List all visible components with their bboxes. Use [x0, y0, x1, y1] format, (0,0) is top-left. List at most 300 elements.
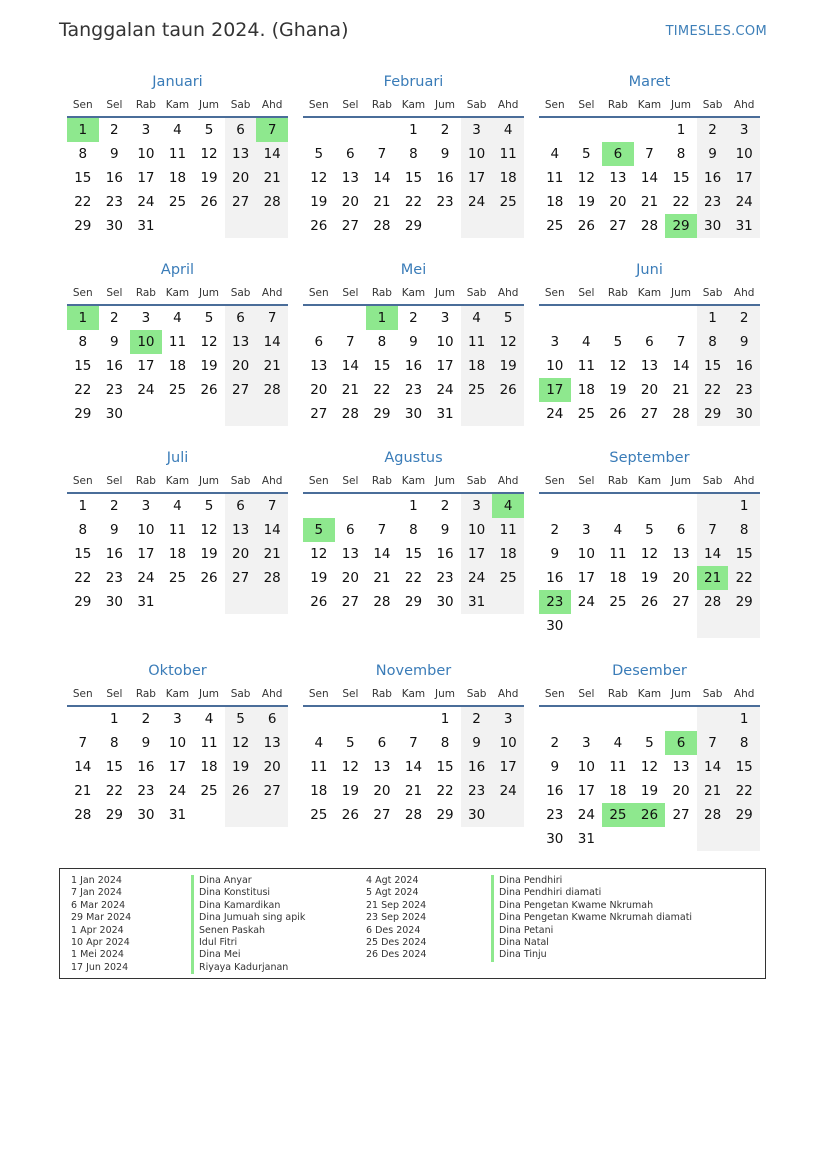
day-cell[interactable]: 9	[440, 146, 450, 162]
day-cell[interactable]: 17	[137, 546, 155, 562]
day-cell[interactable]: 16	[105, 358, 123, 374]
day-cell[interactable]: 8	[409, 146, 418, 162]
day-cell[interactable]: 22	[728, 779, 760, 803]
day-cell[interactable]: 1	[697, 306, 729, 330]
day-cell[interactable]: 28	[256, 566, 288, 590]
day-cell[interactable]: 6	[225, 494, 257, 518]
day-cell[interactable]: 7	[377, 522, 387, 538]
day-cell[interactable]: 16	[105, 546, 123, 562]
day-cell[interactable]: 26	[609, 406, 627, 422]
day-cell[interactable]: 7	[78, 735, 88, 751]
day-cell[interactable]: 13	[672, 759, 690, 775]
day-cell[interactable]: 11	[609, 759, 627, 775]
day-cell[interactable]: 29	[373, 406, 391, 422]
day-cell[interactable]: 14	[640, 170, 659, 186]
day-cell[interactable]: 17	[728, 166, 760, 190]
day-cell[interactable]: 10	[461, 142, 493, 166]
day-cell[interactable]: 31	[728, 214, 760, 238]
day-cell[interactable]: 20	[609, 194, 627, 210]
day-cell[interactable]: 9	[697, 142, 729, 166]
day-cell[interactable]: 3	[461, 118, 493, 142]
day-cell[interactable]: 21	[373, 194, 391, 210]
day-cell[interactable]: 14	[341, 358, 359, 374]
day-cell[interactable]: 14	[373, 170, 391, 186]
day-cell[interactable]: 3	[582, 735, 591, 751]
day-cell[interactable]: 22	[404, 570, 423, 586]
day-cell[interactable]: 29	[728, 590, 760, 614]
day-cell[interactable]: 31	[137, 594, 155, 610]
day-cell[interactable]: 20	[341, 194, 359, 210]
day-cell[interactable]: 13	[640, 358, 659, 374]
day-cell[interactable]: 17	[577, 783, 595, 799]
day-cell[interactable]: 24	[137, 382, 155, 398]
day-cell[interactable]: 22	[74, 194, 92, 210]
day-cell[interactable]: 15	[74, 170, 92, 186]
day-cell[interactable]: 8	[377, 334, 387, 350]
day-cell[interactable]: 22	[697, 378, 729, 402]
day-cell[interactable]: 28	[404, 807, 423, 823]
day-cell[interactable]: 23	[697, 190, 729, 214]
day-cell[interactable]: 11	[168, 522, 187, 538]
day-cell[interactable]: 3	[141, 310, 151, 326]
day-cell[interactable]: 8	[440, 735, 450, 751]
day-cell[interactable]: 20	[373, 783, 391, 799]
day-cell[interactable]: 10	[577, 546, 595, 562]
day-cell[interactable]: 1	[78, 498, 88, 514]
day-cell[interactable]: 17	[137, 358, 155, 374]
day-cell[interactable]: 8	[78, 146, 88, 162]
day-cell[interactable]: 27	[225, 190, 257, 214]
day-cell[interactable]: 14	[404, 759, 423, 775]
day-cell[interactable]: 7	[256, 494, 288, 518]
day-cell[interactable]: 11	[461, 330, 493, 354]
day-cell[interactable]: 16	[436, 170, 454, 186]
day-cell[interactable]: 14	[697, 755, 729, 779]
day-cell[interactable]: 25	[310, 807, 328, 823]
day-cell[interactable]: 12	[341, 759, 359, 775]
day-cell[interactable]: 16	[546, 783, 564, 799]
day-cell[interactable]: 6	[676, 522, 686, 538]
day-cell[interactable]: 25	[168, 382, 187, 398]
day-cell[interactable]: 4	[492, 118, 524, 142]
day-cell[interactable]: 7	[697, 518, 729, 542]
day-cell[interactable]: 5	[613, 334, 623, 350]
day-cell[interactable]: 19	[310, 194, 328, 210]
day-cell[interactable]: 23	[105, 382, 123, 398]
day-cell[interactable]: 24	[546, 406, 564, 422]
day-cell[interactable]: 1	[409, 498, 418, 514]
day-cell[interactable]: 26	[310, 218, 328, 234]
day-cell[interactable]: 18	[168, 546, 187, 562]
day-cell[interactable]: 4	[550, 146, 560, 162]
day-cell[interactable]: 19	[200, 170, 218, 186]
day-cell[interactable]: 1	[67, 118, 99, 142]
day-cell[interactable]: 15	[373, 358, 391, 374]
day-cell[interactable]: 21	[373, 570, 391, 586]
day-cell[interactable]: 9	[550, 546, 560, 562]
day-cell[interactable]: 23	[404, 382, 423, 398]
day-cell[interactable]: 28	[256, 378, 288, 402]
day-cell[interactable]: 13	[341, 546, 359, 562]
day-cell[interactable]: 8	[409, 522, 418, 538]
day-cell[interactable]: 19	[225, 755, 257, 779]
day-cell[interactable]: 30	[728, 402, 760, 426]
day-cell[interactable]: 9	[110, 522, 119, 538]
day-cell[interactable]: 15	[74, 358, 92, 374]
day-cell[interactable]: 31	[168, 807, 187, 823]
day-cell[interactable]: 13	[256, 731, 288, 755]
day-cell[interactable]: 24	[137, 194, 155, 210]
day-cell[interactable]: 18	[577, 382, 595, 398]
day-cell[interactable]: 10	[130, 330, 162, 354]
day-cell[interactable]: 25	[577, 406, 595, 422]
day-cell[interactable]: 26	[310, 594, 328, 610]
day-cell[interactable]: 28	[697, 590, 729, 614]
day-cell[interactable]: 13	[310, 358, 328, 374]
day-cell[interactable]: 12	[310, 170, 328, 186]
day-cell[interactable]: 28	[373, 218, 391, 234]
day-cell[interactable]: 18	[461, 354, 493, 378]
day-cell[interactable]: 19	[640, 783, 659, 799]
day-cell[interactable]: 9	[461, 731, 493, 755]
day-cell[interactable]: 22	[105, 783, 123, 799]
day-cell[interactable]: 15	[728, 542, 760, 566]
day-cell[interactable]: 15	[697, 354, 729, 378]
day-cell[interactable]: 7	[409, 735, 418, 751]
day-cell[interactable]: 29	[404, 594, 423, 610]
day-cell[interactable]: 16	[137, 759, 155, 775]
day-cell[interactable]: 12	[310, 546, 328, 562]
day-cell[interactable]: 18	[492, 542, 524, 566]
day-cell[interactable]: 10	[168, 735, 187, 751]
day-cell[interactable]: 21	[640, 194, 659, 210]
day-cell[interactable]: 30	[546, 831, 564, 847]
day-cell[interactable]: 20	[672, 783, 690, 799]
day-cell[interactable]: 18	[609, 570, 627, 586]
day-cell[interactable]: 20	[256, 755, 288, 779]
day-cell[interactable]: 3	[141, 498, 151, 514]
day-cell[interactable]: 22	[672, 194, 690, 210]
day-cell[interactable]: 3	[461, 494, 493, 518]
day-cell[interactable]: 10	[546, 358, 564, 374]
day-cell[interactable]: 17	[461, 542, 493, 566]
day-cell[interactable]: 15	[404, 170, 423, 186]
day-cell[interactable]: 20	[672, 570, 690, 586]
day-cell[interactable]: 3	[141, 122, 151, 138]
day-cell[interactable]: 17	[539, 378, 571, 402]
day-cell[interactable]: 30	[461, 803, 493, 827]
day-cell[interactable]: 29	[697, 402, 729, 426]
day-cell[interactable]: 23	[436, 570, 454, 586]
day-cell[interactable]: 24	[461, 190, 493, 214]
day-cell[interactable]: 2	[728, 306, 760, 330]
day-cell[interactable]: 12	[492, 330, 524, 354]
day-cell[interactable]: 5	[645, 522, 654, 538]
day-cell[interactable]: 26	[200, 382, 218, 398]
day-cell[interactable]: 11	[310, 759, 328, 775]
day-cell[interactable]: 22	[728, 566, 760, 590]
day-cell[interactable]: 2	[440, 122, 450, 138]
day-cell[interactable]: 2	[440, 498, 450, 514]
day-cell[interactable]: 4	[173, 122, 182, 138]
day-cell[interactable]: 26	[341, 807, 359, 823]
day-cell[interactable]: 27	[310, 406, 328, 422]
day-cell[interactable]: 26	[577, 218, 595, 234]
day-cell[interactable]: 8	[110, 735, 119, 751]
day-cell[interactable]: 24	[577, 594, 595, 610]
day-cell[interactable]: 15	[436, 759, 454, 775]
day-cell[interactable]: 10	[436, 334, 454, 350]
day-cell[interactable]: 4	[613, 735, 623, 751]
day-cell[interactable]: 11	[168, 334, 187, 350]
day-cell[interactable]: 11	[577, 358, 595, 374]
day-cell[interactable]: 1	[440, 711, 450, 727]
day-cell[interactable]: 23	[105, 570, 123, 586]
day-cell[interactable]: 11	[492, 142, 524, 166]
day-cell[interactable]: 19	[577, 194, 595, 210]
day-cell[interactable]: 23	[539, 590, 571, 614]
day-cell[interactable]: 25	[602, 803, 634, 827]
day-cell[interactable]: 1	[676, 122, 686, 138]
day-cell[interactable]: 6	[665, 731, 697, 755]
day-cell[interactable]: 17	[577, 570, 595, 586]
day-cell[interactable]: 3	[582, 522, 591, 538]
day-cell[interactable]: 21	[697, 566, 729, 590]
day-cell[interactable]: 24	[168, 783, 187, 799]
day-cell[interactable]: 4	[204, 711, 214, 727]
day-cell[interactable]: 29	[74, 218, 92, 234]
day-cell[interactable]: 16	[461, 755, 493, 779]
day-cell[interactable]: 11	[492, 518, 524, 542]
day-cell[interactable]: 28	[672, 406, 690, 422]
day-cell[interactable]: 12	[225, 731, 257, 755]
day-cell[interactable]: 18	[168, 358, 187, 374]
day-cell[interactable]: 26	[200, 570, 218, 586]
day-cell[interactable]: 19	[492, 354, 524, 378]
day-cell[interactable]: 27	[256, 779, 288, 803]
day-cell[interactable]: 2	[141, 711, 151, 727]
day-cell[interactable]: 2	[409, 310, 418, 326]
day-cell[interactable]: 9	[141, 735, 151, 751]
day-cell[interactable]: 2	[550, 735, 560, 751]
day-cell[interactable]: 27	[341, 594, 359, 610]
day-cell[interactable]: 24	[137, 570, 155, 586]
day-cell[interactable]: 15	[404, 546, 423, 562]
day-cell[interactable]: 21	[672, 382, 690, 398]
day-cell[interactable]: 13	[341, 170, 359, 186]
day-cell[interactable]: 21	[256, 166, 288, 190]
day-cell[interactable]: 24	[728, 190, 760, 214]
day-cell[interactable]: 15	[728, 755, 760, 779]
day-cell[interactable]: 7	[256, 306, 288, 330]
day-cell[interactable]: 18	[168, 170, 187, 186]
day-cell[interactable]: 17	[436, 358, 454, 374]
brand-link[interactable]: TIMESLES.COM	[665, 24, 767, 39]
day-cell[interactable]: 3	[492, 707, 524, 731]
day-cell[interactable]: 1	[409, 122, 418, 138]
day-cell[interactable]: 10	[728, 142, 760, 166]
day-cell[interactable]: 10	[461, 518, 493, 542]
day-cell[interactable]: 12	[200, 334, 218, 350]
day-cell[interactable]: 14	[74, 759, 92, 775]
day-cell[interactable]: 19	[310, 570, 328, 586]
day-cell[interactable]: 30	[105, 594, 123, 610]
day-cell[interactable]: 8	[728, 731, 760, 755]
day-cell[interactable]: 19	[609, 382, 627, 398]
day-cell[interactable]: 26	[492, 378, 524, 402]
day-cell[interactable]: 8	[78, 334, 88, 350]
day-cell[interactable]: 4	[613, 522, 623, 538]
day-cell[interactable]: 25	[492, 190, 524, 214]
day-cell[interactable]: 26	[200, 194, 218, 210]
day-cell[interactable]: 25	[168, 194, 187, 210]
day-cell[interactable]: 23	[461, 779, 493, 803]
day-cell[interactable]: 7	[645, 146, 654, 162]
day-cell[interactable]: 11	[546, 170, 564, 186]
day-cell[interactable]: 5	[225, 707, 257, 731]
day-cell[interactable]: 4	[173, 310, 182, 326]
day-cell[interactable]: 6	[377, 735, 387, 751]
day-cell[interactable]: 4	[461, 306, 493, 330]
day-cell[interactable]: 29	[436, 807, 454, 823]
day-cell[interactable]: 5	[582, 146, 591, 162]
day-cell[interactable]: 6	[225, 306, 257, 330]
day-cell[interactable]: 16	[697, 166, 729, 190]
day-cell[interactable]: 16	[404, 358, 423, 374]
day-cell[interactable]: 14	[256, 142, 288, 166]
day-cell[interactable]: 31	[577, 831, 595, 847]
day-cell[interactable]: 7	[377, 146, 387, 162]
day-cell[interactable]: 14	[697, 542, 729, 566]
day-cell[interactable]: 5	[492, 306, 524, 330]
day-cell[interactable]: 25	[168, 570, 187, 586]
day-cell[interactable]: 16	[105, 170, 123, 186]
day-cell[interactable]: 3	[550, 334, 560, 350]
day-cell[interactable]: 21	[404, 783, 423, 799]
day-cell[interactable]: 31	[137, 218, 155, 234]
day-cell[interactable]: 5	[346, 735, 355, 751]
day-cell[interactable]: 12	[200, 522, 218, 538]
day-cell[interactable]: 20	[225, 542, 257, 566]
day-cell[interactable]: 12	[200, 146, 218, 162]
day-cell[interactable]: 20	[225, 166, 257, 190]
day-cell[interactable]: 14	[256, 518, 288, 542]
day-cell[interactable]: 27	[672, 807, 690, 823]
day-cell[interactable]: 9	[550, 759, 560, 775]
day-cell[interactable]: 5	[303, 518, 335, 542]
day-cell[interactable]: 1	[728, 494, 760, 518]
day-cell[interactable]: 6	[225, 118, 257, 142]
day-cell[interactable]: 25	[461, 378, 493, 402]
day-cell[interactable]: 28	[74, 807, 92, 823]
day-cell[interactable]: 28	[341, 406, 359, 422]
day-cell[interactable]: 2	[110, 310, 119, 326]
day-cell[interactable]: 11	[609, 546, 627, 562]
day-cell[interactable]: 13	[225, 330, 257, 354]
day-cell[interactable]: 2	[697, 118, 729, 142]
day-cell[interactable]: 25	[609, 594, 627, 610]
day-cell[interactable]: 24	[461, 566, 493, 590]
day-cell[interactable]: 26	[225, 779, 257, 803]
day-cell[interactable]: 19	[341, 783, 359, 799]
day-cell[interactable]: 29	[74, 406, 92, 422]
day-cell[interactable]: 28	[697, 803, 729, 827]
day-cell[interactable]: 9	[409, 334, 418, 350]
day-cell[interactable]: 19	[640, 570, 659, 586]
day-cell[interactable]: 30	[105, 218, 123, 234]
day-cell[interactable]: 31	[461, 590, 493, 614]
day-cell[interactable]: 18	[492, 166, 524, 190]
day-cell[interactable]: 12	[577, 170, 595, 186]
day-cell[interactable]: 4	[173, 498, 182, 514]
day-cell[interactable]: 26	[640, 594, 659, 610]
day-cell[interactable]: 20	[640, 382, 659, 398]
day-cell[interactable]: 22	[74, 570, 92, 586]
day-cell[interactable]: 29	[74, 594, 92, 610]
day-cell[interactable]: 7	[676, 334, 686, 350]
day-cell[interactable]: 25	[546, 218, 564, 234]
day-cell[interactable]: 13	[373, 759, 391, 775]
day-cell[interactable]: 23	[728, 378, 760, 402]
day-cell[interactable]: 28	[640, 218, 659, 234]
day-cell[interactable]: 5	[204, 498, 214, 514]
day-cell[interactable]: 14	[256, 330, 288, 354]
day-cell[interactable]: 8	[697, 330, 729, 354]
day-cell[interactable]: 4	[582, 334, 591, 350]
day-cell[interactable]: 2	[550, 522, 560, 538]
day-cell[interactable]: 7	[346, 334, 355, 350]
day-cell[interactable]: 2	[461, 707, 493, 731]
day-cell[interactable]: 13	[225, 518, 257, 542]
day-cell[interactable]: 28	[373, 594, 391, 610]
day-cell[interactable]: 30	[697, 214, 729, 238]
day-cell[interactable]: 8	[676, 146, 686, 162]
day-cell[interactable]: 9	[110, 334, 119, 350]
day-cell[interactable]: 15	[74, 546, 92, 562]
day-cell[interactable]: 17	[461, 166, 493, 190]
day-cell[interactable]: 3	[440, 310, 450, 326]
day-cell[interactable]: 13	[609, 170, 627, 186]
day-cell[interactable]: 22	[404, 194, 423, 210]
day-cell[interactable]: 30	[436, 594, 454, 610]
day-cell[interactable]: 6	[256, 707, 288, 731]
day-cell[interactable]: 22	[74, 382, 92, 398]
day-cell[interactable]: 2	[110, 498, 119, 514]
day-cell[interactable]: 29	[728, 803, 760, 827]
day-cell[interactable]: 11	[168, 146, 187, 162]
day-cell[interactable]: 25	[200, 783, 218, 799]
day-cell[interactable]: 18	[609, 783, 627, 799]
day-cell[interactable]: 12	[640, 546, 659, 562]
day-cell[interactable]: 8	[78, 522, 88, 538]
day-cell[interactable]: 31	[436, 406, 454, 422]
day-cell[interactable]: 13	[225, 142, 257, 166]
day-cell[interactable]: 11	[200, 735, 218, 751]
day-cell[interactable]: 14	[373, 546, 391, 562]
day-cell[interactable]: 9	[440, 522, 450, 538]
day-cell[interactable]: 21	[697, 779, 729, 803]
day-cell[interactable]: 30	[404, 406, 423, 422]
day-cell[interactable]: 12	[640, 759, 659, 775]
day-cell[interactable]: 23	[546, 807, 564, 823]
day-cell[interactable]: 27	[341, 218, 359, 234]
day-cell[interactable]: 16	[546, 570, 564, 586]
day-cell[interactable]: 10	[492, 731, 524, 755]
day-cell[interactable]: 10	[137, 522, 155, 538]
day-cell[interactable]: 6	[602, 142, 634, 166]
day-cell[interactable]: 9	[728, 330, 760, 354]
day-cell[interactable]: 29	[665, 214, 697, 238]
